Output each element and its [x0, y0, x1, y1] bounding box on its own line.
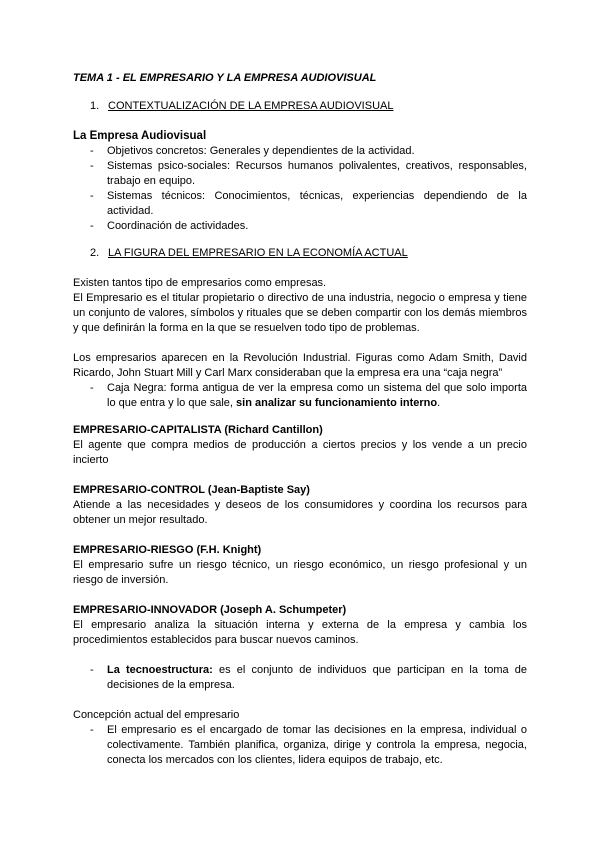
document-title: TEMA 1 - EL EMPRESARIO Y LA EMPRESA AUDIOVISUAL — [73, 72, 377, 84]
section-1-title: CONTEXTUALIZACIÓN DE LA EMPRESA AUDIOVISUAL — [108, 100, 394, 112]
section-2-title: LA FIGURA DEL EMPRESARIO EN LA ECONOMÍA ACTUAL — [108, 247, 408, 259]
list-item: - Sistemas técnicos: Conocimientos, técnicas, experiencias dependiendo de la actividad. — [73, 189, 527, 219]
concepcion-list — [73, 723, 527, 768]
tecnoestructura-bold: La tecnoestructura: — [107, 664, 213, 676]
section-1-heading — [73, 99, 527, 114]
type-text: El empresario sufre un riesgo técnico, un riesgo económico, un riesgo profesional y un riesgo de inversión. — [73, 559, 527, 586]
concepcion-heading: Concepción actual del empresario — [73, 709, 240, 721]
type-text: Atiende a las necesidades y deseos de los consumidores y coordina los recursos para obtener un mejor resultado. — [73, 499, 527, 526]
list-item: - Sistemas psico-sociales: Recursos humanos polivalentes, creativos, responsables, trabajo en equipo. — [73, 159, 527, 189]
list-item: - Objetivos concretos: Generales y dependientes de la actividad. — [73, 144, 527, 159]
type-text: El empresario analiza la situación interna y externa de la empresa y cambia los procedimientos establecidos para buscar nuevos caminos. — [73, 619, 527, 646]
document-page — [73, 71, 527, 768]
caja-negra-text: Caja Negra: forma antigua de ver la empresa como un sistema del que solo importa lo que entra y lo que sale, — [107, 382, 527, 409]
empresa-audiovisual-subheading: La Empresa Audiovisual — [73, 130, 207, 142]
tecnoestructura-text: es el conjunto de individuos que participan en la toma de decisiones de la empresa. — [107, 664, 527, 691]
type-text: El agente que compra medios de producción a ciertos precios y los vende a un precio incierto — [73, 439, 527, 466]
section-2-heading — [73, 246, 527, 261]
paragraph: Existen tantos tipo de empresarios como empresas. — [73, 277, 327, 289]
list-item: - Coordinación de actividades. — [73, 219, 527, 234]
type-title: EMPRESARIO-CONTROL (Jean-Baptiste Say) — [73, 484, 310, 496]
section-1-number: 1. — [90, 100, 100, 112]
paragraph: El Empresario es el titular propietario o directivo de una industria, negocio o empresa y tiene un conjunto de valores, símbolos y rituales que se deben compartir con los demás miembros y que definirán la forma en la que se resuelven todo tipo de problemas. — [73, 292, 527, 334]
section-2-number: 2. — [90, 247, 100, 259]
type-title: EMPRESARIO-CAPITALISTA (Richard Cantillon) — [73, 424, 323, 436]
caja-negra-bold: sin analizar su funcionamiento interno — [236, 397, 438, 409]
list-item: - El empresario es el encargado de tomar las decisiones en la empresa, individual o colectivamente. También planifica, organiza, dirige y controla la empresa, negocia, conecta los mercados con los clientes, lidera equipos de trabajo, etc. — [73, 723, 527, 768]
paragraph: Los empresarios aparecen en la Revolución Industrial. Figuras como Adam Smith, David Ricardo, John Stuart Mill y Carl Marx consideraban que la empresa era una “caja negra” — [73, 352, 527, 379]
empresa-audiovisual-list — [73, 144, 527, 234]
type-title: EMPRESARIO-RIESGO (F.H. Knight) — [73, 544, 262, 556]
caja-negra-end: . — [437, 397, 441, 409]
list-item — [73, 381, 527, 411]
caja-negra-list — [73, 381, 527, 411]
list-item — [73, 663, 527, 693]
tecnoestructura-list — [73, 663, 527, 693]
type-title: EMPRESARIO-INNOVADOR (Joseph A. Schumpeter) — [73, 604, 347, 616]
